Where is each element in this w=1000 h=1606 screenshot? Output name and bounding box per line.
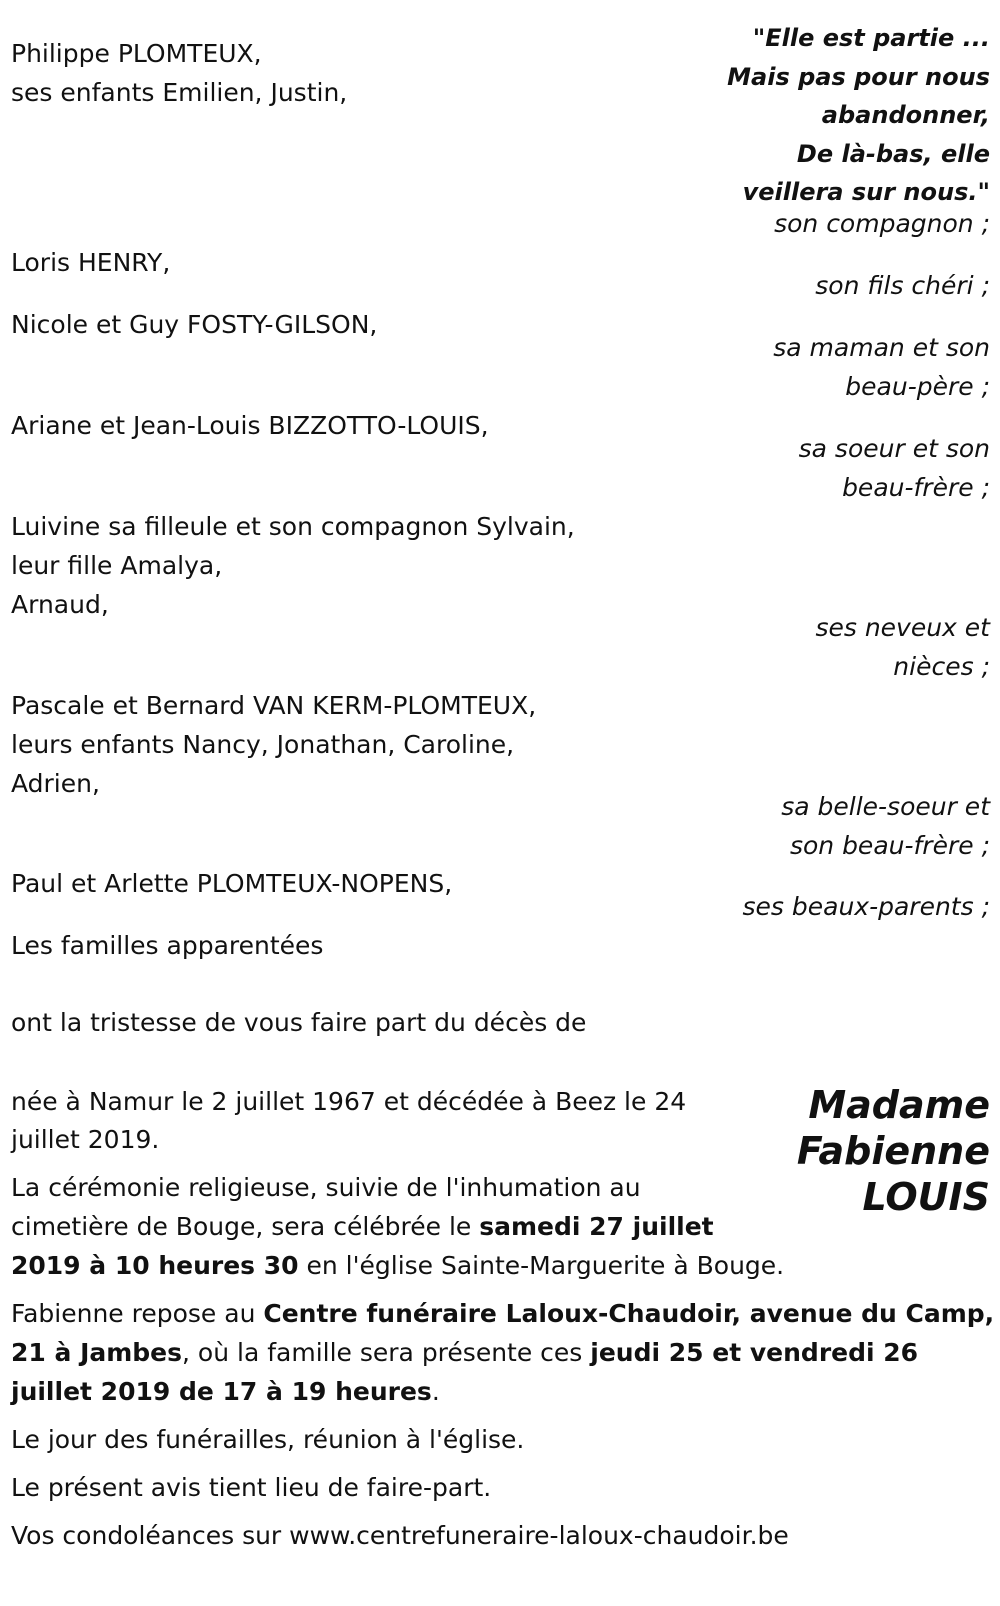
ceremony-place: en l'église Sainte-Marguerite à Bouge. <box>298 1251 785 1280</box>
son-name: Loris HENRY, <box>11 248 171 277</box>
nephews-relation: ses neveux et <box>815 613 990 642</box>
ceremony-line <box>11 1246 784 1286</box>
partner-children: ses enfants Emilien, Justin, <box>11 78 348 107</box>
mother-name: Nicole et Guy FOSTY-GILSON, <box>11 310 378 339</box>
ceremony-time: 2019 à 10 heures 30 <box>11 1251 299 1280</box>
notice-text: Le présent avis tient lieu de faire-part. <box>11 1473 492 1502</box>
quote-line: "Elle est partie ... <box>752 24 990 52</box>
inlaws-line: leurs enfants Nancy, Jonathan, Caroline, <box>11 730 515 759</box>
repose-text: , où la famille sera présente ces <box>182 1338 591 1367</box>
partner-name: Philippe PLOMTEUX, <box>11 39 262 68</box>
inlaws-relation: son beau-frère ; <box>789 831 990 860</box>
partner-relation: son compagnon ; <box>774 209 990 238</box>
birth-death-line: née à Namur le 2 juillet 1967 et décédée à Beez le 24 <box>11 1087 687 1116</box>
repose-place: Centre funéraire Laloux-Chaudoir, avenue du Camp, <box>263 1299 995 1328</box>
deceased-title: Madame <box>808 1083 990 1127</box>
mother-relation: beau-père ; <box>845 372 990 401</box>
ceremony-line: La cérémonie religieuse, suivie de l'inhumation au <box>11 1173 641 1202</box>
related-families: Les familles apparentées <box>11 931 324 960</box>
nephews-line: leur fille Amalya, <box>11 551 223 580</box>
repose-place-number: 21 à Jambes <box>11 1338 183 1367</box>
epitaph-quote <box>690 19 990 212</box>
inlaws-line: Adrien, <box>11 769 100 798</box>
meeting-info: Le jour des funérailles, réunion à l'église. <box>11 1425 525 1454</box>
repose-line <box>11 1333 918 1373</box>
condolences-link[interactable]: Vos condoléances sur www.centrefuneraire-laloux-chaudoir.be <box>11 1521 789 1550</box>
nephews-relation: nièces ; <box>893 652 990 681</box>
quote-line: De là-bas, elle <box>796 139 990 168</box>
quote-line: veillera sur nous." <box>742 178 990 206</box>
nephews-line: Arnaud, <box>11 590 109 619</box>
mother-relation: sa maman et son <box>773 333 990 362</box>
announcement: ont la tristesse de vous faire part du décès de <box>11 1008 587 1037</box>
repose-dates: jeudi 25 et vendredi 26 <box>590 1338 919 1367</box>
quote-line: abandonner, <box>821 101 990 129</box>
ceremony-date: samedi 27 juillet <box>479 1212 714 1241</box>
deceased-name <box>760 1082 990 1220</box>
quote-line: Mais pas pour nous <box>727 62 990 91</box>
sister-relation: sa soeur et son <box>798 434 990 463</box>
deceased-first-name: Fabienne <box>796 1129 990 1173</box>
ceremony-text: cimetière de Bouge, sera célébrée le <box>11 1212 480 1241</box>
birth-death-line: juillet 2019. <box>11 1125 160 1154</box>
parents-inlaw-name: Paul et Arlette PLOMTEUX-NOPENS, <box>11 869 453 898</box>
son-relation: son fils chéri ; <box>815 271 990 300</box>
ceremony-line <box>11 1207 714 1247</box>
repose-line <box>11 1372 440 1412</box>
inlaws-line: Pascale et Bernard VAN KERM-PLOMTEUX, <box>11 691 537 720</box>
parents-inlaw-relation: ses beaux-parents ; <box>742 892 990 921</box>
sister-relation: beau-frère ; <box>842 473 990 502</box>
repose-hours: juillet 2019 de 17 à 19 heures <box>11 1377 432 1406</box>
inlaws-relation: sa belle-soeur et <box>781 792 990 821</box>
repose-line <box>11 1294 994 1334</box>
sister-name: Ariane et Jean-Louis BIZZOTTO-LOUIS, <box>11 411 489 440</box>
repose-end: . <box>431 1377 440 1406</box>
deceased-last-name: LOUIS <box>862 1175 990 1219</box>
repose-text: Fabienne repose au <box>11 1299 264 1328</box>
nephews-line: Luivine sa filleule et son compagnon Sylvain, <box>11 512 575 541</box>
